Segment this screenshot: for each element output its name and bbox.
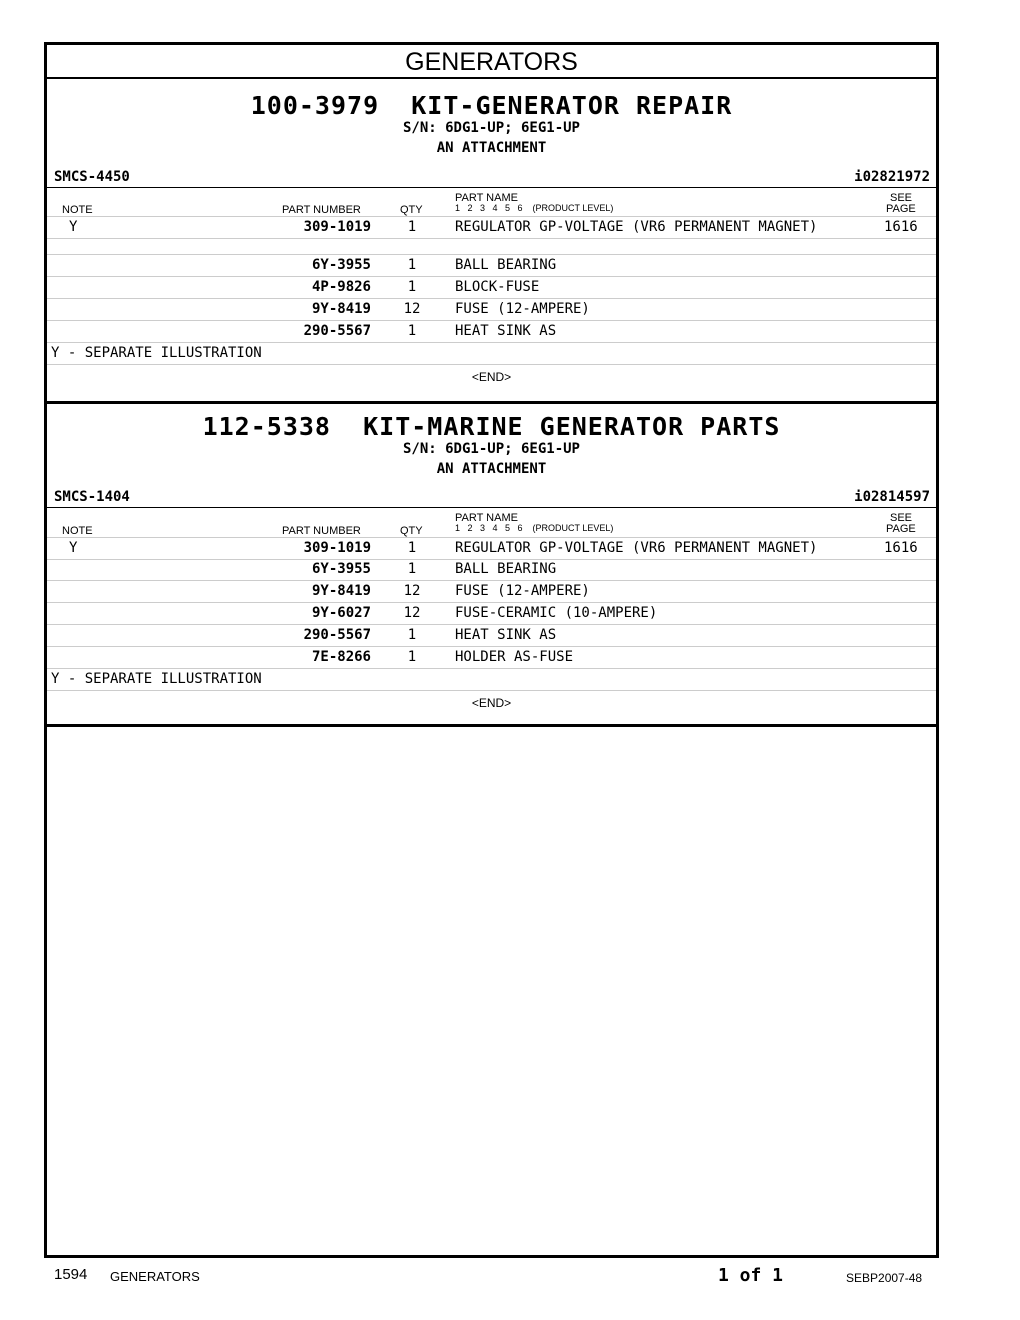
part-name-cell: REGULATOR GP-VOLTAGE (VR6 PERMANENT MAGNET) (455, 219, 818, 235)
table-row (47, 625, 936, 647)
smcs-code: SMCS-4450 (54, 169, 130, 185)
kit-name: KIT-MARINE GENERATOR PARTS (363, 412, 781, 441)
see-page-cell: 1616 (884, 540, 918, 556)
part-name-cell: BALL BEARING (455, 561, 557, 577)
column-header-note: NOTE (62, 525, 93, 537)
part-name-cell: BLOCK-FUSE (455, 279, 540, 295)
column-header-see: SEE (890, 192, 913, 204)
part-number-cell: 290-5567 (303, 627, 371, 643)
pagination: 1 of 1 (718, 1265, 784, 1286)
table-row (47, 603, 936, 625)
illustration-id: i02821972 (854, 169, 930, 185)
footnote-row (47, 669, 936, 691)
part-name-cell: HOLDER AS-FUSE (455, 649, 574, 665)
page-title: GENERATORS (47, 45, 936, 79)
qty-cell: 1 (407, 323, 417, 339)
table-row (47, 238, 936, 255)
section-divider (47, 724, 936, 727)
table-row (47, 277, 936, 299)
part-number-cell: 6Y-3955 (311, 257, 371, 273)
column-header-product-level: 1 2 3 4 5 6 (PRODUCT LEVEL) (455, 523, 614, 533)
part-number-cell: 9Y-8419 (311, 583, 371, 599)
column-header-see: SEE (890, 512, 913, 524)
column-header-part-number: PART NUMBER (282, 204, 361, 216)
kit-section-1 (47, 79, 936, 401)
table-row (47, 537, 936, 560)
part-name-cell: HEAT SINK AS (455, 323, 557, 339)
serial-number-range: S/N: 6DG1-UP; 6EG1-UP (402, 441, 580, 457)
smcs-code: SMCS-1404 (54, 489, 130, 505)
column-header-part-name: PART NAME (455, 512, 518, 524)
table-row (47, 299, 936, 321)
table-row (47, 321, 936, 343)
footnote: Y - SEPARATE ILLUSTRATION (51, 345, 262, 361)
qty-cell: 1 (407, 627, 417, 643)
qty-cell: 1 (407, 279, 417, 295)
footnote-row (47, 343, 936, 365)
part-number-cell: 309-1019 (303, 219, 371, 235)
column-header-part-number: PART NUMBER (282, 525, 361, 537)
part-number-cell: 4P-9826 (311, 279, 371, 295)
column-header-product-level: 1 2 3 4 5 6 (PRODUCT LEVEL) (455, 203, 614, 213)
illustration-id: i02814597 (854, 489, 930, 505)
qty-cell: 1 (407, 219, 417, 235)
note-cell: Y (69, 540, 78, 556)
part-number-cell: 9Y-8419 (311, 301, 371, 317)
table-row (47, 581, 936, 603)
page-number: 1594 (54, 1266, 88, 1283)
part-number-cell: 309-1019 (303, 540, 371, 556)
serial-number-range: S/N: 6DG1-UP; 6EG1-UP (402, 120, 580, 136)
attachment-label: AN ATTACHMENT (436, 461, 547, 477)
qty-cell: 12 (403, 583, 421, 599)
qty-cell: 12 (403, 301, 421, 317)
column-header-page: PAGE (886, 523, 916, 535)
part-number-cell: 9Y-6027 (311, 605, 371, 621)
table-row (47, 216, 936, 239)
part-name-cell: FUSE (12-AMPERE) (455, 301, 590, 317)
qty-cell: 1 (407, 257, 417, 273)
qty-cell: 1 (407, 540, 417, 556)
header-rule (47, 507, 936, 508)
kit-number: 100-3979 (250, 91, 380, 120)
part-name-cell: BALL BEARING (455, 257, 557, 273)
part-name-cell: REGULATOR GP-VOLTAGE (VR6 PERMANENT MAGNET) (455, 540, 818, 556)
document-frame (44, 42, 939, 1258)
kit-number: 112-5338 (202, 412, 331, 441)
kit-name: KIT-GENERATOR REPAIR (411, 91, 733, 120)
end-marker: <END> (471, 370, 512, 384)
part-number-cell: 7E-8266 (311, 649, 371, 665)
footnote: Y - SEPARATE ILLUSTRATION (51, 671, 262, 687)
table-row (47, 559, 936, 581)
footer-section-title: GENERATORS (110, 1269, 200, 1284)
column-header-qty: QTY (400, 204, 423, 216)
document-id: SEBP2007-48 (846, 1271, 923, 1285)
qty-cell: 1 (407, 649, 417, 665)
qty-cell: 12 (403, 605, 421, 621)
table-row (47, 647, 936, 669)
part-name-cell: FUSE-CERAMIC (10-AMPERE) (455, 605, 658, 621)
column-header-part-name: PART NAME (455, 192, 518, 204)
part-number-cell: 290-5567 (303, 323, 371, 339)
kit-title (47, 412, 936, 441)
column-header-page: PAGE (886, 203, 916, 215)
kit-section-2 (47, 400, 936, 724)
see-page-cell: 1616 (884, 219, 918, 235)
table-row (47, 255, 936, 277)
end-marker: <END> (471, 696, 512, 710)
qty-cell: 1 (407, 561, 417, 577)
part-number-cell: 6Y-3955 (311, 561, 371, 577)
attachment-label: AN ATTACHMENT (436, 140, 547, 156)
part-name-cell: HEAT SINK AS (455, 627, 557, 643)
note-cell: Y (69, 219, 78, 235)
part-name-cell: FUSE (12-AMPERE) (455, 583, 590, 599)
column-header-note: NOTE (62, 204, 93, 216)
kit-title (47, 91, 936, 120)
header-rule (47, 187, 936, 188)
column-header-qty: QTY (400, 525, 423, 537)
